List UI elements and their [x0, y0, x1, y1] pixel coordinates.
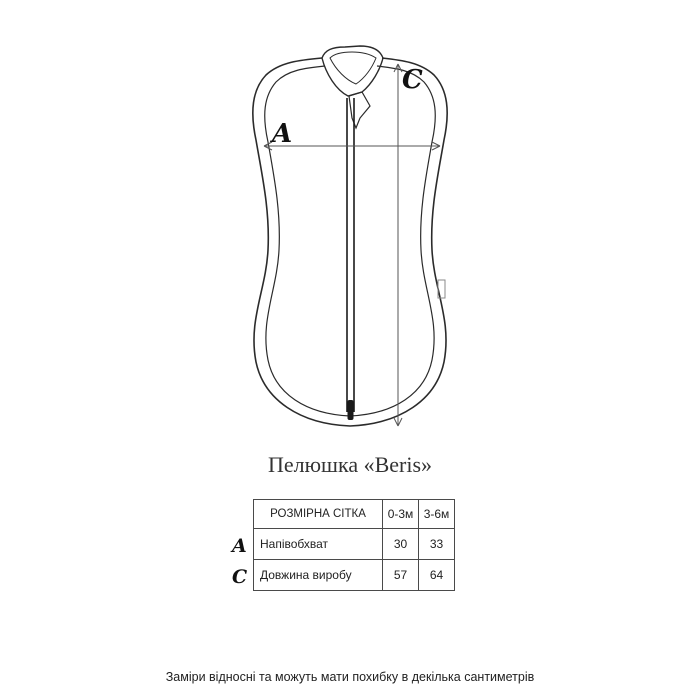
zipper-pull — [348, 400, 354, 420]
row-marker-c: C — [232, 566, 248, 588]
row-marker-a: A — [232, 535, 247, 557]
table-row — [254, 560, 455, 591]
table-header-size-0-3m: 0-3м — [383, 500, 419, 529]
table-cell-value: 33 — [419, 529, 455, 560]
swaddle-outer-outline — [253, 58, 447, 426]
table-cell-value: 64 — [419, 560, 455, 591]
table-header-size-3-6m: 3-6м — [419, 500, 455, 529]
size-table — [253, 499, 455, 591]
table-cell-value: 57 — [383, 560, 419, 591]
table-row-label: Довжина виробу — [254, 560, 383, 591]
measure-c-label: C — [402, 65, 423, 95]
collar-inner — [330, 52, 376, 84]
wrap-flap — [349, 92, 370, 128]
table-header-row — [254, 500, 455, 529]
table-row — [254, 529, 455, 560]
measurement-disclaimer: Заміри відносні та можуть мати похибку в декілька сантиметрів — [165, 670, 535, 684]
table-row-label: Напівобхват — [254, 529, 383, 560]
product-title: Пелюшка «Beris» — [267, 452, 433, 477]
table-cell-value: 30 — [383, 529, 419, 560]
table-header-label: РОЗМІРНА СІТКА — [254, 500, 383, 529]
collar — [322, 46, 383, 96]
measure-a-label: A — [272, 119, 293, 149]
